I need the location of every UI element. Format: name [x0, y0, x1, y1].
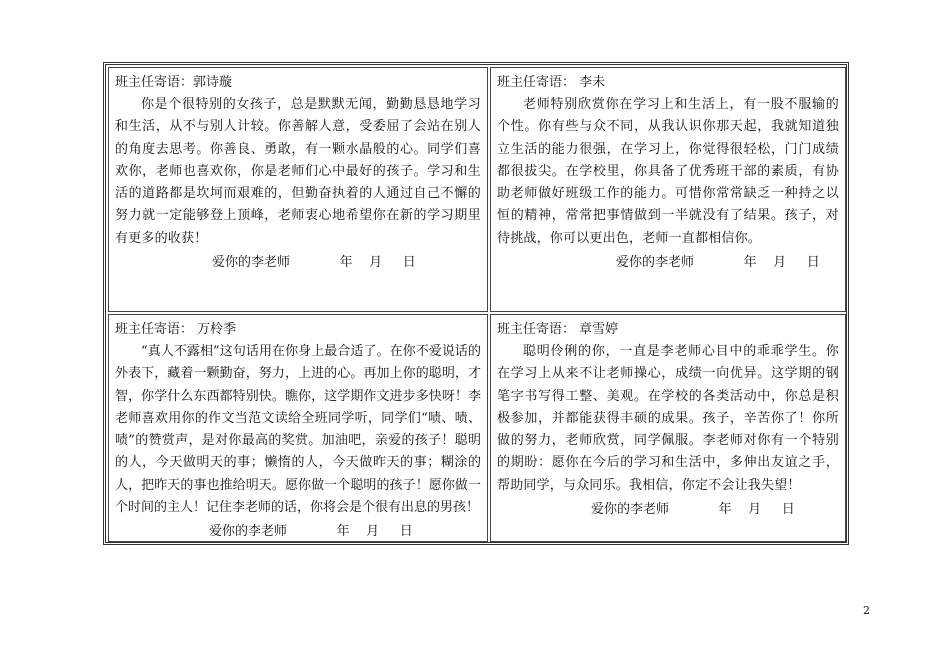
comment-signature: 爱你的李老师 年 月 日 [212, 255, 416, 271]
comment-heading: 班主任寄语： 章雪婷 [497, 322, 619, 337]
comment-text: “真人不露相”这句话用在你身上最合适了。在你不爱说话的外表下，藏着一颗勤奋，努力，上进的心。再加上你的聪明，才智，你学什么东西都特别快。瞧你，这学期作文进步多快呀！李老师喜欢用你的作文当范文读给全班同学听，同学们“啧、啧、啧”的赞赏声，是对你最高的奖赏。加油吧，亲爱的孩子！聪明的人，今天做明天的事；懒惰的人，今天做昨天的事；糊涂的人，把昨天的事也推给明天。愿你做一个聪明的孩子！愿你做一个时间的主人！记住李老师的话，你将会是个很有出息的男孩！ [115, 344, 481, 516]
comment-cell-zhang-xueting [490, 314, 846, 542]
comment-cell-guo-shixuan [108, 67, 488, 312]
comment-cell-wan-lingji [108, 314, 488, 542]
comment-heading: 班主任寄语： 李未 [497, 75, 606, 90]
comment-text: 老师特别欣赏你在学习上和生活上，有一股不服输的个性。你有些与众不同，从我认识你那天起，我就知道独立生活的能力很强，在学习上，你觉得很轻松，门门成绩都很拔尖。在学校里，你具备了优秀班干部的素质，有协助老师做好班级工作的能力。可惜你常常缺乏一种持之以恒的精神，常常把事情做到一半就没有了结果。孩子，对待挑战，你可以更出色，老师一直都相信你。 [497, 97, 839, 246]
page-number: 2 [863, 604, 870, 617]
comment-signature: 爱你的李老师 年 月 日 [209, 524, 413, 540]
comment-heading: 班主任寄语： 万柃季 [115, 322, 237, 337]
comment-cell-li-wei [490, 67, 846, 312]
comment-heading: 班主任寄语：郭诗璇 [115, 75, 233, 90]
comment-signature: 爱你的李老师 年 月 日 [591, 502, 795, 518]
comment-text: 聪明伶俐的你，一直是李老师心目中的乖乖学生。你在学习上从来不让老师操心，成绩一向优异。这学期的钢笔字书写得工整、美观。在学校的各类活动中，你总是积极参加，并都能获得丰硕的成果。孩子，辛苦你了！你所做的努力，老师欣赏，同学佩服。李老师对你有一个特别的期盼：愿你在今后的学习和生活中，多伸出友谊之手，帮助同学，与众同乐。我相信，你定不会让我失望！ [497, 344, 839, 493]
comments-table [103, 62, 849, 545]
comment-text: 你是个很特别的女孩子，总是默默无闻，勤勤恳恳地学习和生活，从不与别人计较。你善解人意，受委屈了会站在别人的角度去思考。你善良、勇敢，有一颗水晶般的心。同学们喜欢你，老师也喜欢你，你是老师们心中最好的孩子。学习和生活的道路都是坎坷而艰难的，但勤奋执着的人通过自己不懈的努力就一定能够登上顶峰，老师衷心地希望你在新的学习期里有更多的收获！ [115, 97, 481, 246]
comment-signature: 爱你的李老师 年 月 日 [616, 255, 820, 271]
